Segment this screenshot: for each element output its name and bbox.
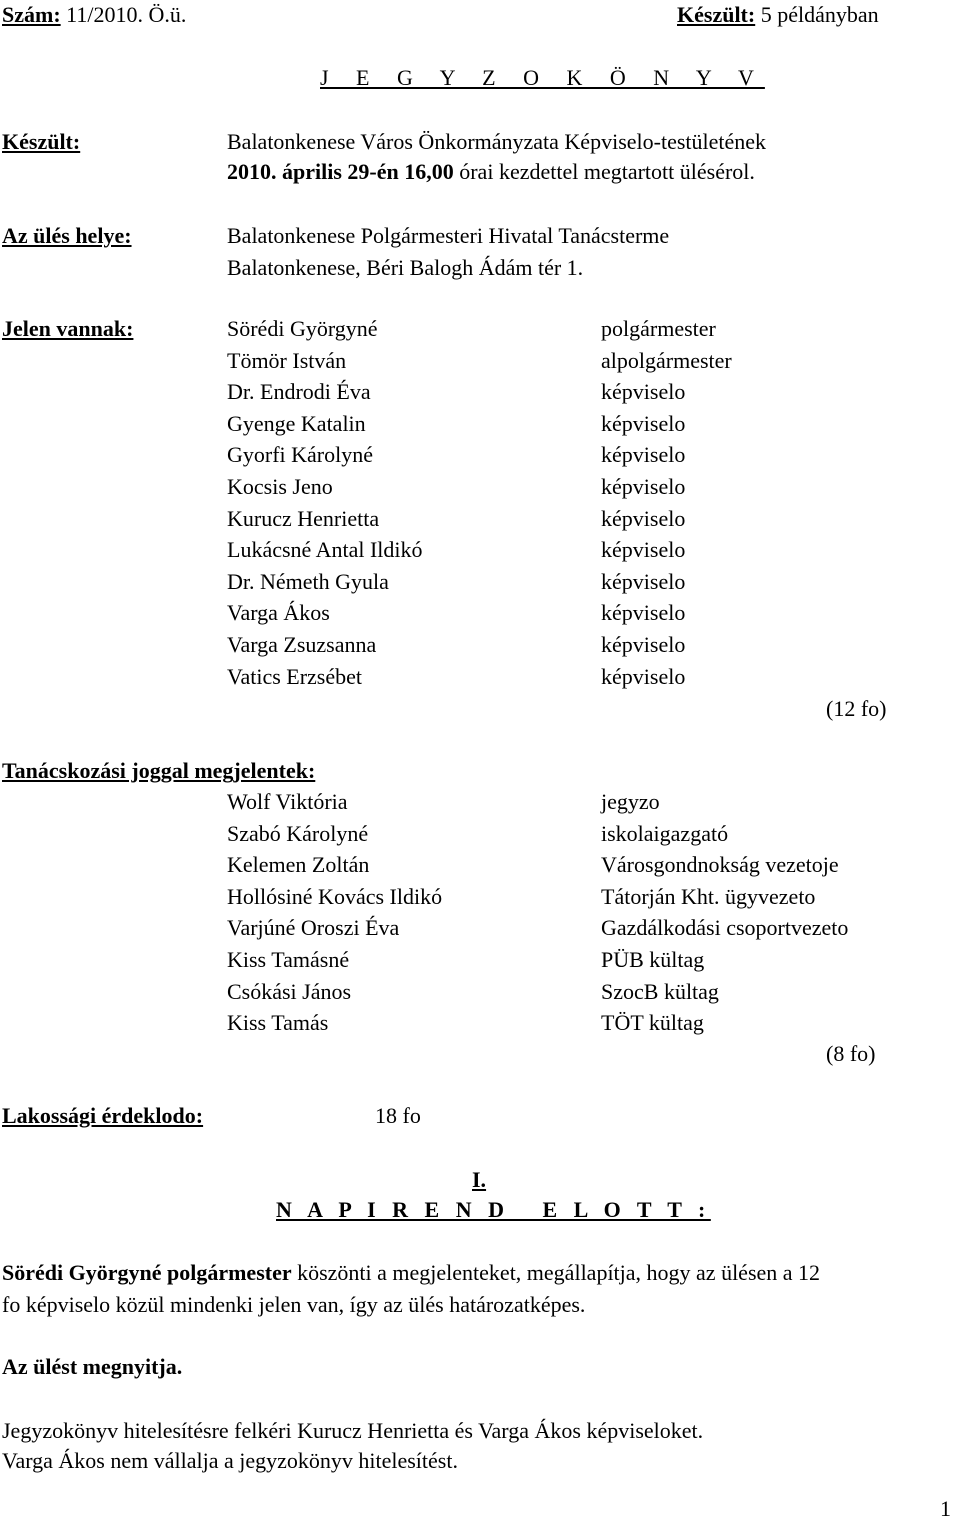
- tanacskozasi-member-role: Gazdálkodási csoportvezeto: [601, 915, 849, 941]
- jelen-member-name: Dr. Endrodi Éva: [227, 379, 371, 405]
- szam-label: Szám:: [2, 2, 61, 27]
- document-number: [2, 0, 186, 30]
- section-number: I.: [472, 1167, 487, 1192]
- tanacskozasi-member-role: TÖT kültag: [601, 1010, 704, 1036]
- jelen-member-role: képviselo: [601, 568, 686, 594]
- paragraph-2: Az ülést megnyitja.: [2, 1354, 183, 1379]
- jelen-member-role: alpolgármester: [601, 347, 732, 373]
- keszult-line2-rest: órai kezdettel megtartott ülésérol.: [453, 159, 755, 184]
- jelen-count: (12 fo): [826, 696, 887, 721]
- tanacskozasi-member-role: Tátorján Kht. ügyvezeto: [601, 883, 816, 909]
- jelen-member-name: Sörédi Györgyné: [227, 316, 378, 341]
- paragraph-1-line1: [2, 1258, 820, 1288]
- jelen-member-name: Vatics Erzsébet: [227, 663, 362, 689]
- keszult-header-label: Készült:: [677, 2, 756, 27]
- paragraph-3-line2: Varga Ákos nem vállalja a jegyzokönyv hitelesítést.: [2, 1448, 458, 1473]
- jelen-member-role: képviselo: [601, 442, 686, 468]
- tanacskozasi-member-name: Kiss Tamás: [227, 1010, 329, 1036]
- tanacskozasi-member-name: Hollósiné Kovács Ildikó: [227, 883, 443, 909]
- jelen-member-name: Dr. Németh Gyula: [227, 568, 389, 594]
- jelen-member-name: Gyorfi Károlyné: [227, 442, 374, 468]
- keszult-header-value: 5 példányban: [760, 2, 879, 27]
- tanacskozasi-member-role: Városgondnokság vezetoje: [601, 852, 839, 878]
- jelen-member-name: Kocsis Jeno: [227, 474, 333, 499]
- jelen-member-name: Varga Ákos: [227, 600, 330, 626]
- keszult-label: Készült:: [2, 129, 81, 154]
- jelen-member-name: Tömör István: [227, 347, 347, 373]
- speaker-name: Sörédi Györgyné polgármester: [2, 1260, 292, 1285]
- meeting-date: 2010. április 29-én 16,00: [227, 159, 454, 184]
- lakossagi-value: 18 fo: [375, 1103, 421, 1128]
- tanacskozasi-member-role: SzocB kültag: [601, 978, 719, 1004]
- jelen-member-role: képviselo: [601, 505, 686, 531]
- jelen-label: Jelen vannak:: [2, 316, 134, 341]
- jelen-member-role: képviselo: [601, 663, 686, 689]
- paragraph-3-line1: Jegyzokönyv hitelesítésre felkéri Kurucz Henrietta és Varga Ákos képviseloket.: [2, 1418, 704, 1443]
- tanacskozasi-member-name: Wolf Viktória: [227, 789, 348, 814]
- tanacskozasi-member-name: Kelemen Zoltán: [227, 852, 370, 878]
- tanacskozasi-member-name: Csókási János: [227, 978, 352, 1004]
- document-title: J E G Y Z O K Ö N Y V: [320, 65, 765, 90]
- tanacskozasi-member-role: jegyzo: [601, 789, 660, 814]
- paragraph-1-text: köszönti a megjelenteket, megállapítja, hogy az ülésen a 12: [291, 1260, 821, 1285]
- jelen-member-role: polgármester: [601, 316, 716, 341]
- keszult-line1: Balatonkenese Város Önkormányzata Képviselo-testületének: [227, 129, 767, 154]
- jelen-member-role: képviselo: [601, 600, 686, 626]
- ules-helye-label: Az ülés helye:: [2, 223, 132, 248]
- tanacskozasi-label: Tanácskozási joggal megjelentek:: [2, 758, 316, 783]
- tanacskozasi-member-name: Kiss Tamásné: [227, 947, 350, 972]
- tanacskozasi-count: (8 fo): [826, 1041, 876, 1066]
- tanacskozasi-member-role: iskolaigazgató: [601, 820, 729, 846]
- page-number: 1: [940, 1496, 951, 1521]
- tanacskozasi-member-name: Szabó Károlyné: [227, 820, 369, 846]
- jelen-member-name: Kurucz Henrietta: [227, 505, 380, 531]
- jelen-member-role: képviselo: [601, 474, 686, 499]
- paragraph-1-line2: fo képviselo közül mindenki jelen van, így az ülés határozatképes.: [2, 1292, 586, 1317]
- ules-helye-line1: Balatonkenese Polgármesteri Hivatal Tanácsterme: [227, 223, 670, 248]
- jelen-member-role: képviselo: [601, 410, 686, 436]
- tanacskozasi-member-name: Varjúné Oroszi Éva: [227, 915, 400, 941]
- keszult-line2: [227, 157, 755, 187]
- jelen-member-name: Gyenge Katalin: [227, 410, 366, 436]
- lakossagi-label: Lakossági érdeklodo:: [2, 1103, 204, 1128]
- jelen-member-role: képviselo: [601, 537, 686, 563]
- tanacskozasi-member-role: PÜB kültag: [601, 947, 705, 972]
- jelen-member-name: Varga Zsuzsanna: [227, 632, 377, 657]
- jelen-member-role: képviselo: [601, 632, 686, 657]
- jelen-member-role: képviselo: [601, 379, 686, 405]
- copies-info: [677, 0, 879, 30]
- jelen-member-name: Lukácsné Antal Ildikó: [227, 537, 423, 563]
- ules-helye-line2: Balatonkenese, Béri Balogh Ádám tér 1.: [227, 255, 584, 280]
- section-title: N A P I R E N D E L O T T :: [276, 1197, 711, 1222]
- szam-value: 11/2010. Ö.ü.: [66, 2, 187, 27]
